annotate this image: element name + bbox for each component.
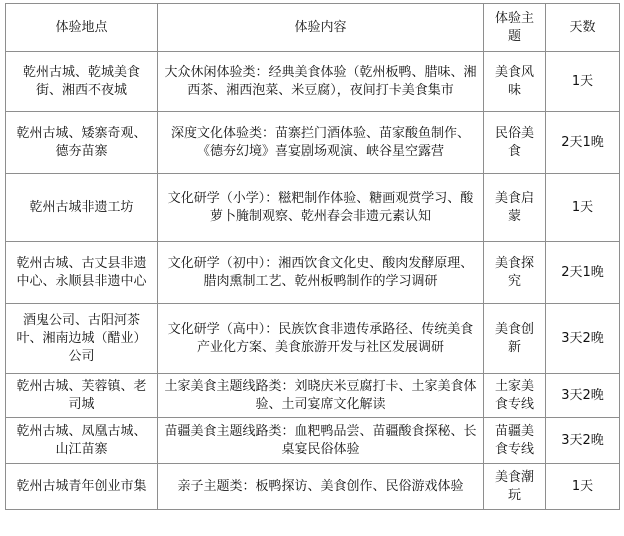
cell-theme: 民俗美食 <box>484 112 546 174</box>
header-content: 体验内容 <box>158 4 484 52</box>
cell-location: 乾州古城青年创业市集 <box>6 464 158 510</box>
cell-days: 1天 <box>546 52 620 112</box>
cell-location: 乾州古城、古丈县非遗中心、永顺县非遗中心 <box>6 242 158 304</box>
cell-theme: 美食潮玩 <box>484 464 546 510</box>
cell-content: 土家美食主题线路类：刘晓庆米豆腐打卡、土家美食体验、土司宴席文化解读 <box>158 374 484 418</box>
cell-theme: 美食创新 <box>484 304 546 374</box>
header-location: 体验地点 <box>6 4 158 52</box>
cell-location: 乾州古城、矮寨奇观、德夯苗寨 <box>6 112 158 174</box>
table-header-row <box>6 4 620 52</box>
cell-days: 3天2晚 <box>546 374 620 418</box>
cell-location: 酒鬼公司、古阳河茶叶、湘南边城（醋业）公司 <box>6 304 158 374</box>
cell-days: 2天1晚 <box>546 242 620 304</box>
cell-location: 乾州古城、凤凰古城、山江苗寨 <box>6 418 158 464</box>
cell-content: 深度文化体验类：苗寨拦门酒体验、苗家酸鱼制作、《德夯幻境》喜宴剧场观演、峡谷星空露营 <box>158 112 484 174</box>
table-row <box>6 174 620 242</box>
cell-days: 2天1晚 <box>546 112 620 174</box>
cell-content: 文化研学（小学）：糍粑制作体验、糖画观赏学习、酸萝卜腌制观察、乾州春会非遗元素认知 <box>158 174 484 242</box>
cell-content: 苗疆美食主题线路类：血粑鸭品尝、苗疆酸食探秘、长桌宴民俗体验 <box>158 418 484 464</box>
cell-theme: 美食探究 <box>484 242 546 304</box>
cell-days: 3天2晚 <box>546 418 620 464</box>
itinerary-table <box>5 3 620 510</box>
table-row <box>6 418 620 464</box>
cell-theme: 土家美食专线 <box>484 374 546 418</box>
table-row <box>6 112 620 174</box>
cell-theme: 美食风味 <box>484 52 546 112</box>
cell-days: 1天 <box>546 464 620 510</box>
itinerary-table-container <box>5 3 619 510</box>
cell-days: 3天2晚 <box>546 304 620 374</box>
cell-location: 乾州古城、芙蓉镇、老司城 <box>6 374 158 418</box>
table-row <box>6 374 620 418</box>
cell-location: 乾州古城、乾城美食街、湘西不夜城 <box>6 52 158 112</box>
header-days: 天数 <box>546 4 620 52</box>
table-row <box>6 52 620 112</box>
table-row <box>6 464 620 510</box>
cell-theme: 苗疆美食专线 <box>484 418 546 464</box>
cell-location: 乾州古城非遗工坊 <box>6 174 158 242</box>
cell-theme: 美食启蒙 <box>484 174 546 242</box>
cell-content: 大众休闲体验类：经典美食体验（乾州板鸭、腊味、湘西茶、湘西泡菜、米豆腐），夜间打卡美食集市 <box>158 52 484 112</box>
header-theme: 体验主题 <box>484 4 546 52</box>
cell-content: 亲子主题类：板鸭探访、美食创作、民俗游戏体验 <box>158 464 484 510</box>
cell-days: 1天 <box>546 174 620 242</box>
cell-content: 文化研学（高中）：民族饮食非遗传承路径、传统美食产业化方案、美食旅游开发与社区发展调研 <box>158 304 484 374</box>
table-row <box>6 242 620 304</box>
table-row <box>6 304 620 374</box>
cell-content: 文化研学（初中）：湘西饮食文化史、酸肉发酵原理、腊肉熏制工艺、乾州板鸭制作的学习调研 <box>158 242 484 304</box>
